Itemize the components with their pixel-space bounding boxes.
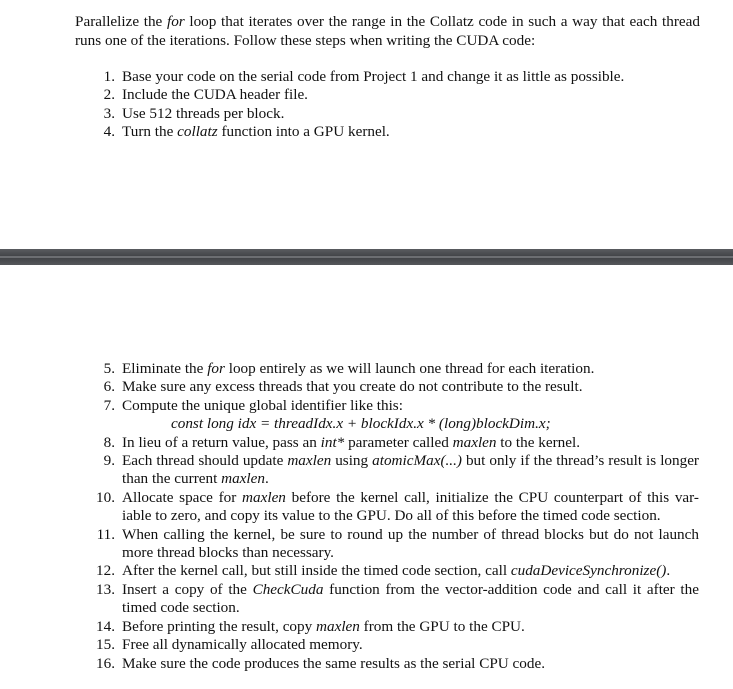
step-text: Make sure the code produces the same results as the serial CPU code. xyxy=(122,654,546,672)
page-divider xyxy=(0,249,733,265)
step-text: When calling the kernel, be sure to round up the number of thread blocks but do not launch more thread blocks than necessary. xyxy=(122,525,699,562)
steps-list-first xyxy=(75,68,705,142)
list-item xyxy=(75,378,705,396)
steps-list-second xyxy=(75,360,705,673)
step-number: 7. xyxy=(103,396,115,414)
step-italic-term: maxlen xyxy=(221,470,265,488)
step-number: 3. xyxy=(103,104,115,122)
step-text: Make sure any excess threads that you create do not contribute to the result. xyxy=(122,378,583,396)
step-text xyxy=(122,489,699,526)
step-text-part: function from the vector-addition code and call it after the timed code section. xyxy=(122,580,699,617)
list-item xyxy=(75,452,705,489)
step-italic-term: collatz xyxy=(177,123,218,141)
step-text-part: parameter called xyxy=(344,433,453,451)
step-italic-term: maxlen xyxy=(287,452,332,470)
step-number: 12. xyxy=(96,562,115,580)
list-item xyxy=(75,636,705,654)
step-italic-term: CheckCuda xyxy=(252,580,324,598)
step-text-part: Allocate space for xyxy=(122,488,243,506)
intro-for-keyword: for xyxy=(166,13,185,30)
step-text xyxy=(122,434,699,452)
step-text-part: using xyxy=(331,452,373,470)
step-number: 13. xyxy=(96,580,115,598)
step-italic-term: int* xyxy=(320,433,345,451)
list-item xyxy=(75,360,705,378)
step-text-part: but only if the thread’s result is longer than the current xyxy=(122,452,699,488)
step-text-part: function into a GPU kernel. xyxy=(217,123,390,141)
step-text-part: before the kernel call, initialize the CPU counterpart of this var-iable to zero, and copy its value to the GPU. Do all of this before the timed code section. xyxy=(122,488,699,525)
intro-paragraph xyxy=(75,12,700,50)
step-text xyxy=(122,452,699,489)
step-number: 1. xyxy=(103,68,115,85)
step-text xyxy=(122,360,699,378)
step-italic-term: atomicMax(...) xyxy=(372,452,462,470)
list-item xyxy=(75,397,705,434)
intro-text-2: loop that iterates over the range in the Collatz code in such a way that each thread runs one of the iterations. Follow these steps when writing the CUDA code: xyxy=(75,13,700,49)
list-item xyxy=(75,105,705,123)
page-divider-line xyxy=(0,256,733,258)
step-italic-term: maxlen xyxy=(316,617,360,635)
step-text: Base your code on the serial code from Project 1 and change it as little as possible. xyxy=(122,68,625,85)
step-text-part: . xyxy=(264,470,269,488)
step-text-part: After the kernel call, but still inside the timed code section, call xyxy=(122,562,511,580)
step-italic-term: cudaDeviceSynchronize() xyxy=(510,562,667,580)
step-italic-term: maxlen xyxy=(452,433,497,451)
step-text-part: loop entirely as we will launch one thread for each iteration. xyxy=(224,360,595,377)
step-text-part: from the GPU to the CPU. xyxy=(359,617,525,635)
step-text-part: In lieu of a return value, pass an xyxy=(122,433,321,451)
step-text xyxy=(122,618,699,636)
step-text: Compute the unique global identifier like this: xyxy=(122,396,403,414)
step-italic-term: for xyxy=(207,360,225,377)
list-item xyxy=(75,123,705,141)
list-item xyxy=(75,618,705,636)
step-number: 6. xyxy=(103,378,115,396)
step-text: Use 512 threads per block. xyxy=(122,104,285,122)
step-number: 15. xyxy=(96,636,115,654)
step-text-part: Eliminate the xyxy=(122,360,208,377)
step-text-part: Before printing the result, copy xyxy=(122,617,317,635)
list-item xyxy=(75,489,705,526)
step-text xyxy=(122,581,699,618)
list-item xyxy=(75,86,705,104)
step-text: Include the CUDA header file. xyxy=(122,86,308,104)
list-item xyxy=(75,434,705,452)
step-text: Free all dynamically allocated memory. xyxy=(122,636,363,654)
step-text-part: to the kernel. xyxy=(496,433,581,451)
code-snippet: const long idx = threadIdx.x + blockIdx.x * (long)blockDim.x; xyxy=(171,415,551,433)
step-number: 4. xyxy=(103,123,115,141)
step-number: 14. xyxy=(96,617,115,635)
step-text-part: Each thread should update xyxy=(122,452,288,470)
step-text-part: Turn the xyxy=(122,123,178,141)
step-italic-term: maxlen xyxy=(242,488,286,506)
step-number: 16. xyxy=(96,654,115,672)
step-number: 2. xyxy=(103,86,115,104)
step-text-part: Insert a copy of the xyxy=(122,580,253,598)
step-number: 5. xyxy=(103,360,115,377)
list-item xyxy=(75,655,705,673)
step-number: 8. xyxy=(103,433,115,451)
list-item xyxy=(75,68,705,86)
intro-text-1: Parallelize the xyxy=(75,13,167,30)
step-number: 9. xyxy=(103,452,115,470)
step-text-part: . xyxy=(666,562,671,580)
step-text xyxy=(122,562,699,580)
list-item xyxy=(75,581,705,618)
step-number: 10. xyxy=(96,488,115,506)
list-item xyxy=(75,526,705,563)
list-item xyxy=(75,562,705,580)
step-number: 11. xyxy=(96,525,115,543)
step-text xyxy=(122,123,699,141)
